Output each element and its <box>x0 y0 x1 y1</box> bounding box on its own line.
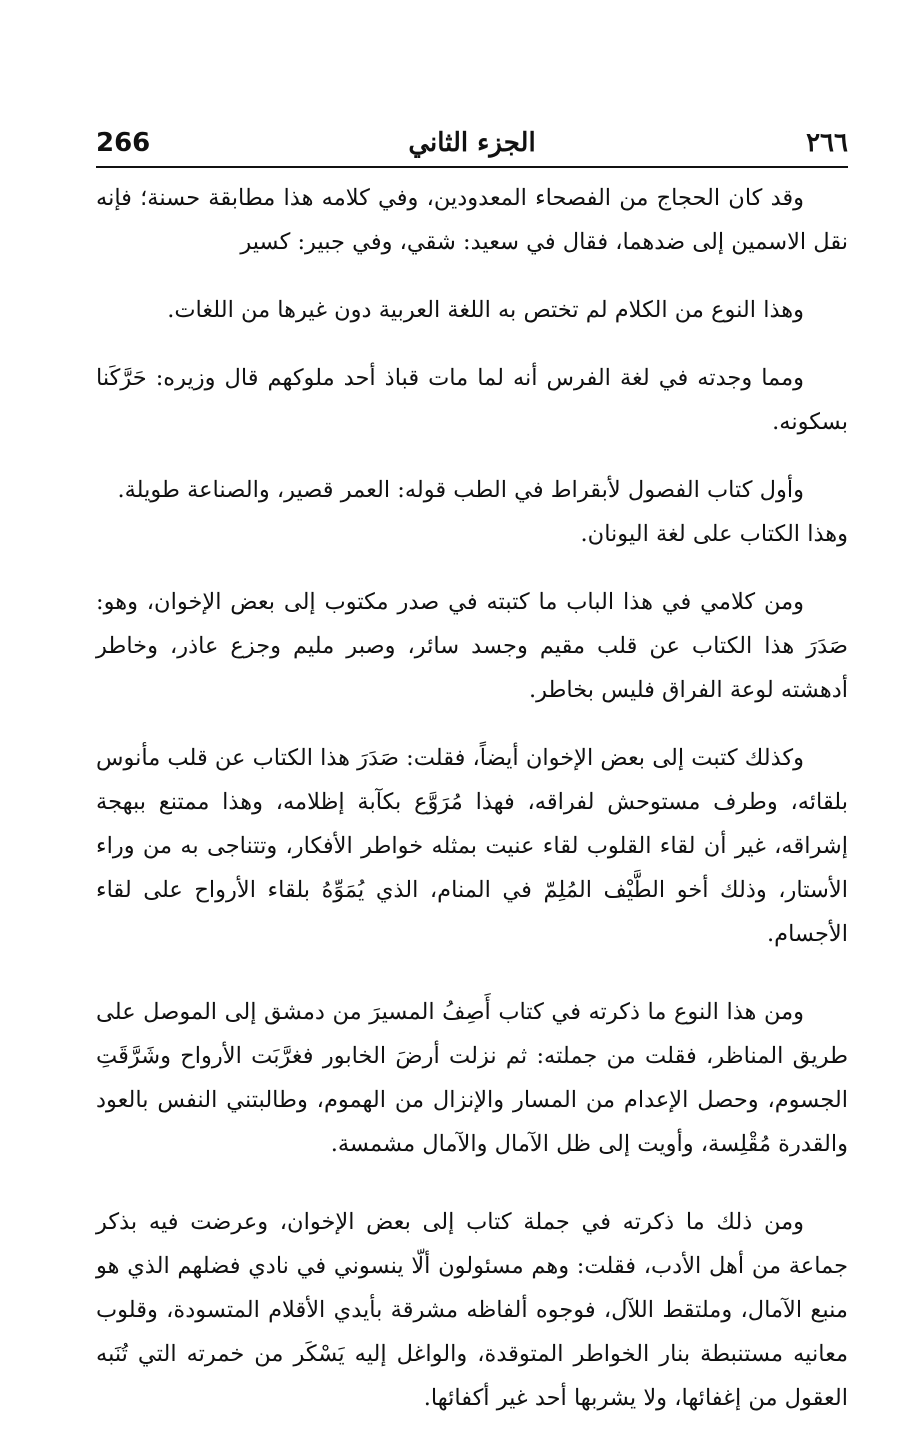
paragraph-9: ومن ذلك ما ذكرته في جملة كتاب إلى بعض الإخوان، وعرضت فيه بذكر جماعة من أهل الأدب، فقلت: وهم مسئولون ألّا ينسوني في نادي فضلهم الذي هو منبع الآمال، وملتقط اللآل، فوجوه ألفاظه مشرقة بأيدي الأقلام المتسودة، وقلوب معانيه مستنبطة بنار الخواطر المتوقدة، والواغل إليه يَسْكَر من خمرته التي تُنَبه العقول من إغفائها، ولا يشربها أحد غير أكفائها. <box>96 1209 848 1411</box>
page-body <box>96 176 848 1436</box>
paragraph-4: وأول كتاب الفصول لأبقراط في الطب قوله: العمر قصير، والصناعة طويلة. <box>117 477 804 503</box>
paragraph-2: وهذا النوع من الكلام لم تختص به اللغة العربية دون غيرها من اللغات. <box>167 297 804 323</box>
paragraph-1: وقد كان الحجاج من الفصحاء المعدودين، وفي كلامه هذا مطابقة حسنة؛ فإنه نقل الاسمين إلى ضدهما، فقال في سعيد: شقي، وفي جبير: كسير <box>96 185 848 255</box>
paragraph-8: ومن هذا النوع ما ذكرته في كتاب أَصِفُ المسيرَ من دمشق إلى الموصل على طريق المناظر، فقلت من جملته: ثم نزلت أرضَ الخابور فغرَّبَت الأرواح وشَرَّقَتِ الجسوم، وحصل الإعدام من المسار والإنزال من الهموم، وطالبتني النفس بالعود والقدرة مُقْلِسة، وأويت إلى ظل الآمال والآمال مشمسة. <box>96 999 848 1157</box>
paragraph-3: ومما وجدته في لغة الفرس أنه لما مات قباذ أحد ملوكهم قال وزيره: حَرَّكَنا بسكونه. <box>96 365 848 435</box>
paragraph-5: وهذا الكتاب على لغة اليونان. <box>580 521 848 547</box>
page-number-latin: 266 <box>96 128 151 158</box>
header-rule <box>96 166 848 168</box>
paragraph-7: وكذلك كتبت إلى بعض الإخوان أيضاً، فقلت: صَدَرَ هذا الكتاب عن قلب مأنوس بلقائه، وطرف مستوحش لفراقه، فهذا مُرَوَّع بكآبة إظلامه، وهذا ممتنع ببهجة إشراقه، غير أن لقاء القلوب لقاء عنيت بمثله خواطر الأفكار، وتتناجى به من وراء الأستار، وذلك أخو الطَّيْف المُلِمّ في المنام، الذي يُمَوِّهُ بلقاء الأرواح على لقاء الأجسام. <box>96 745 848 947</box>
page-header <box>96 122 848 166</box>
running-title: الجزء الثاني <box>408 128 536 158</box>
paragraph-6: ومن كلامي في هذا الباب ما كتبته في صدر مكتوب إلى بعض الإخوان، وهو: صَدَرَ هذا الكتاب عن قلب مقيم وجسد سائر، وصبر مليم وجزع عاذر، وخاطر أدهشته لوعة الفراق فليس بخاطر. <box>96 589 848 703</box>
page-number-arabic: ٢٦٦ <box>806 128 848 158</box>
